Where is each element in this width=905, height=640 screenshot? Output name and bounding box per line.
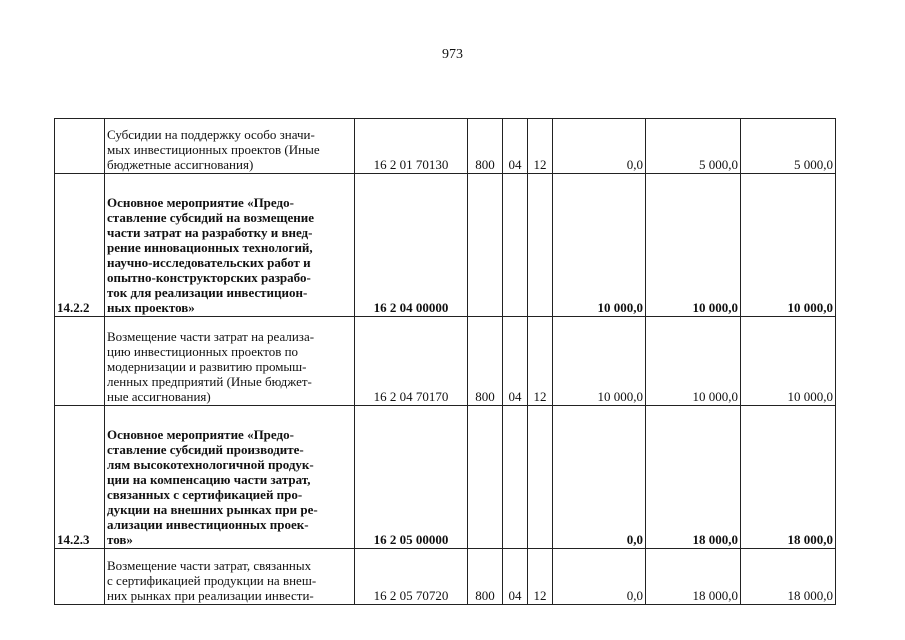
row-name-line: Возмещение части затрат, связанных — [107, 558, 312, 573]
row-name-line: ставление субсидий на возмещение — [107, 210, 315, 225]
row-name — [105, 406, 355, 549]
target-article-code: 16 2 05 00000 — [355, 406, 468, 549]
subsection-code: 12 — [528, 119, 553, 174]
row-name-line: них рынках при реализации инвести- — [107, 588, 314, 603]
row-name-line: Основное мероприятие «Предо- — [107, 195, 294, 210]
row-number — [55, 317, 105, 406]
main-event-row — [55, 406, 836, 549]
row-name-line: рение инновационных технологий, — [107, 240, 313, 255]
amount-2: 10 000,0 — [646, 174, 741, 317]
main-event-row — [55, 174, 836, 317]
amount-3: 18 000,0 — [741, 406, 836, 549]
subsection-code — [528, 406, 553, 549]
row-name-line: Основное мероприятие «Предо- — [107, 427, 294, 442]
table-body — [55, 119, 836, 605]
amount-1: 10 000,0 — [553, 317, 646, 406]
row-number — [55, 549, 105, 605]
subsection-code: 12 — [528, 317, 553, 406]
row-name-line: модернизации и развитию промыш- — [107, 359, 307, 374]
row-name — [105, 119, 355, 174]
row-name-line: ализации инвестиционных проек- — [107, 517, 309, 532]
expense-type-code: 800 — [468, 549, 503, 605]
expense-type-code — [468, 174, 503, 317]
sub-event-row — [55, 549, 836, 605]
row-name-line: ток для реализации инвестицион- — [107, 285, 308, 300]
row-name-line: с сертификацией продукции на внеш- — [107, 573, 317, 588]
row-name-line: Возмещение части затрат на реализа- — [107, 329, 315, 344]
section-code: 04 — [503, 317, 528, 406]
amount-3: 10 000,0 — [741, 174, 836, 317]
row-name-line: части затрат на разработку и внед- — [107, 225, 313, 240]
row-name-line: Субсидии на поддержку особо значи- — [107, 127, 315, 142]
section-code — [503, 174, 528, 317]
sub-event-row — [55, 119, 836, 174]
row-name-line: ции на компенсацию части затрат, — [107, 472, 311, 487]
page-number: 973 — [442, 47, 463, 62]
row-name-line: лям высокотехнологичной продук- — [107, 457, 314, 472]
row-name-line: научно-исследовательских работ и — [107, 255, 311, 270]
row-name-line: опытно-конструкторских разрабо- — [107, 270, 311, 285]
row-name-line: мых инвестиционных проектов (Иные — [107, 142, 320, 157]
expense-type-code: 800 — [468, 119, 503, 174]
row-name — [105, 174, 355, 317]
row-number — [55, 119, 105, 174]
row-name-line: тов» — [107, 532, 133, 547]
amount-1: 0,0 — [553, 549, 646, 605]
budget-table — [54, 118, 836, 605]
target-article-code: 16 2 01 70130 — [355, 119, 468, 174]
row-name-line: ленных предприятий (Иные бюджет- — [107, 374, 312, 389]
amount-2: 18 000,0 — [646, 549, 741, 605]
amount-2: 18 000,0 — [646, 406, 741, 549]
amount-3: 10 000,0 — [741, 317, 836, 406]
section-code: 04 — [503, 119, 528, 174]
row-name-line: связанных с сертификацией про- — [107, 487, 303, 502]
row-name — [105, 317, 355, 406]
amount-1: 0,0 — [553, 406, 646, 549]
expense-type-code — [468, 406, 503, 549]
section-code: 04 — [503, 549, 528, 605]
section-code — [503, 406, 528, 549]
amount-3: 5 000,0 — [741, 119, 836, 174]
amount-2: 10 000,0 — [646, 317, 741, 406]
subsection-code: 12 — [528, 549, 553, 605]
target-article-code: 16 2 04 70170 — [355, 317, 468, 406]
amount-3: 18 000,0 — [741, 549, 836, 605]
amount-1: 10 000,0 — [553, 174, 646, 317]
row-name-line: бюджетные ассигнования) — [107, 157, 254, 172]
amount-2: 5 000,0 — [646, 119, 741, 174]
amount-1: 0,0 — [553, 119, 646, 174]
row-name-line: ных проектов» — [107, 300, 195, 315]
row-number: 14.2.3 — [55, 406, 105, 549]
row-name — [105, 549, 355, 605]
subsection-code — [528, 174, 553, 317]
target-article-code: 16 2 04 00000 — [355, 174, 468, 317]
sub-event-row — [55, 317, 836, 406]
row-name-line: цию инвестиционных проектов по — [107, 344, 299, 359]
target-article-code: 16 2 05 70720 — [355, 549, 468, 605]
row-name-line: ные ассигнования) — [107, 389, 211, 404]
row-number: 14.2.2 — [55, 174, 105, 317]
row-name-line: дукции на внешних рынках при ре- — [107, 502, 318, 517]
row-name-line: ставление субсидий производите- — [107, 442, 304, 457]
expense-type-code: 800 — [468, 317, 503, 406]
